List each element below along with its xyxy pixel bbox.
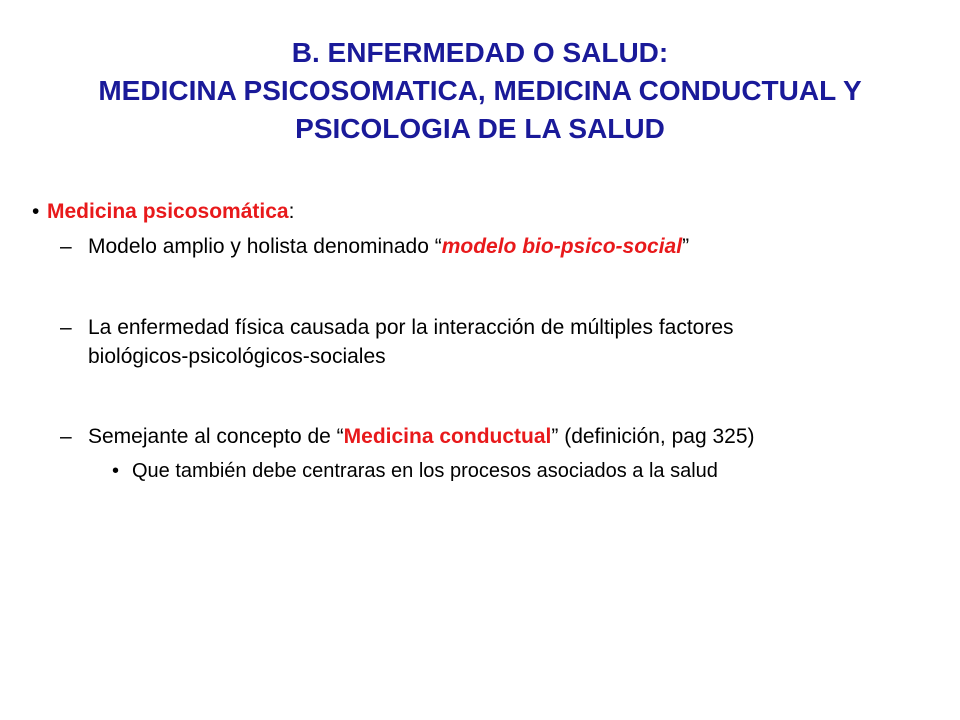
dash-marker: – <box>60 316 72 339</box>
item-suffix: ” (definición, pag 325) <box>551 425 755 448</box>
item-prefix: Semejante al concepto de “ <box>88 425 344 448</box>
bullet-label: Medicina psicosomática <box>47 200 289 223</box>
item-highlight: Medicina conductual <box>343 425 552 448</box>
item-suffix: ” <box>682 235 690 258</box>
bullet-suffix: : <box>288 200 295 223</box>
dash-marker: – <box>60 425 72 448</box>
title-line-1: B. ENFERMEDAD O SALUD: <box>291 37 669 68</box>
bullet-marker: • <box>32 200 40 223</box>
bullet-medicina-psicosomatica <box>47 198 294 225</box>
item-semejante-concepto <box>88 423 755 450</box>
title-line-3: PSICOLOGIA DE LA SALUD <box>295 113 665 144</box>
item-highlight: modelo bio-psico-social <box>441 235 683 258</box>
item-enfermedad-fisica-line-1: La enfermedad física causada por la interacción de múltiples factores <box>88 316 734 339</box>
title-line-2: MEDICINA PSICOSOMATICA, MEDICINA CONDUCTUAL Y <box>98 75 862 106</box>
sub-bullet-marker: • <box>112 460 120 482</box>
item-modelo-amplio <box>88 233 689 260</box>
item-prefix: Modelo amplio y holista denominado “ <box>88 235 442 258</box>
dash-marker: – <box>60 235 72 258</box>
subitem-procesos-salud: Que también debe centraras en los procesos asociados a la salud <box>132 460 718 482</box>
item-enfermedad-fisica-line-2: biológicos-psicológicos-sociales <box>88 345 386 368</box>
